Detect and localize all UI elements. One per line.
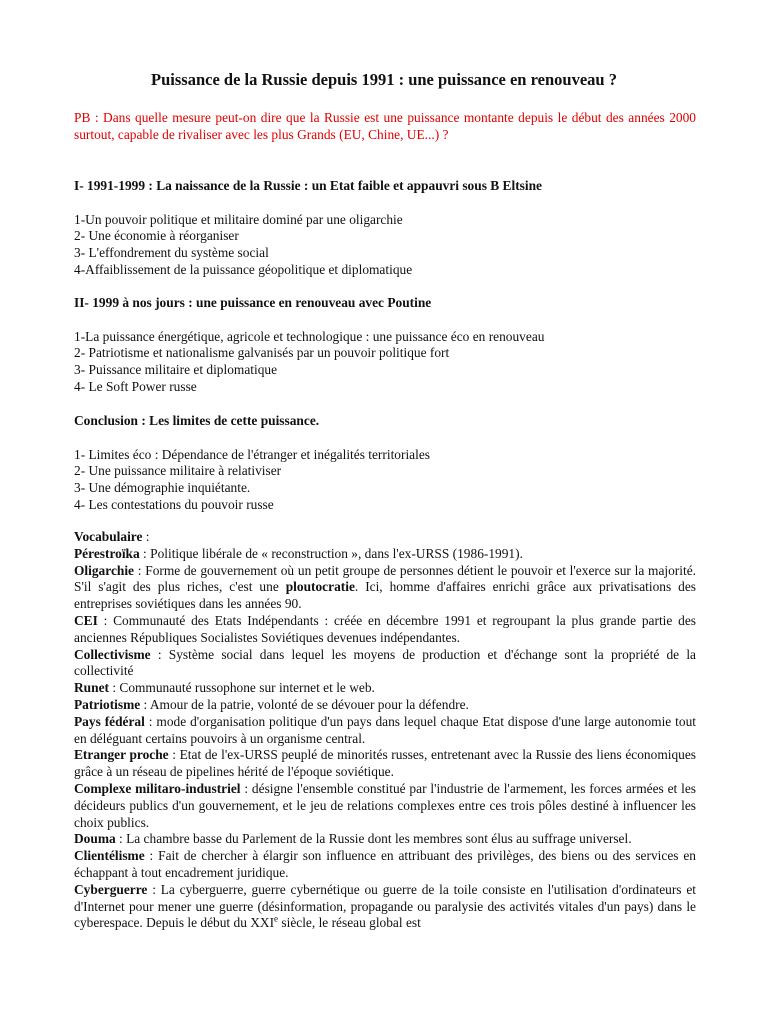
vocab-entry xyxy=(74,882,696,932)
vocab-definition: : désigne l'ensemble constitué par l'industrie de l'armement, les forces armées et les décideurs publics d'un gouvernement, et le jeu de relations complexes entre ces trois pôles destiné à influencer les choix publics. xyxy=(74,780,696,830)
vocab-term: Cyberguerre xyxy=(74,881,148,897)
vocab-term: CEI xyxy=(74,612,98,628)
vocab-entry xyxy=(74,613,696,647)
section-1-title: I- 1991-1999 : La naissance de la Russie : un Etat faible et appauvri sous B Eltsine xyxy=(74,178,542,193)
vocab-definition-cont: . Ici, homme d'affaires enrichi grâce aux privatisations des entreprises soviétiques dans les années 90. xyxy=(74,579,696,612)
vocab-entry xyxy=(74,714,696,748)
vocab-term: Etranger proche xyxy=(74,747,169,763)
vocab-term: Douma xyxy=(74,831,116,847)
vocab-term: Pays fédéral xyxy=(74,713,145,729)
vocab-entry xyxy=(74,563,696,613)
vocab-entry xyxy=(74,680,696,697)
vocab-definition: : Communauté russophone sur internet et le web. xyxy=(108,680,375,696)
vocab-term: Complexe militaro-industriel xyxy=(74,780,241,796)
vocab-definition: : Système social dans lequel les moyens de production et d'échange sont la propriété de la collectivité xyxy=(74,646,696,679)
conclusion-title: Conclusion : Les limites de cette puissance. xyxy=(74,413,320,428)
vocab-term: Clientélisme xyxy=(74,848,145,864)
list-item: 4- Les contestations du pouvoir russe xyxy=(74,496,274,512)
vocab-term: Pérestroïka xyxy=(74,545,140,561)
vocab-entry xyxy=(74,747,696,781)
vocab-term: Patriotisme xyxy=(74,696,141,712)
vocab-entry xyxy=(74,647,696,681)
list-item: 3- Une démographie inquiétante. xyxy=(74,480,251,496)
vocab-term: Runet xyxy=(74,680,109,696)
section-2 xyxy=(74,295,696,396)
list-item: 2- Une économie à réorganiser xyxy=(74,228,239,244)
list-item: 2- Patriotisme et nationalisme galvanisés par un pouvoir politique fort xyxy=(74,345,450,361)
conclusion-section xyxy=(74,413,696,514)
vocab-term: Collectivisme xyxy=(74,646,151,662)
section-1-list xyxy=(74,212,696,279)
section-2-title: II- 1999 à nos jours : une puissance en renouveau avec Poutine xyxy=(74,295,432,310)
vocabulary-heading-line xyxy=(74,529,696,546)
vocab-definition: : mode d'organisation politique d'un pays dans lequel chaque Etat dispose d'une large autonomie tout en déléguant certains pouvoirs à un organisme central. xyxy=(74,713,696,746)
vocab-definition: : Amour de la patrie, volonté de se dévouer pour la défendre. xyxy=(140,696,469,712)
problematique: PB : Dans quelle mesure peut-on dire que la Russie est une puissance montante depuis le début des années 2000 surtout, capable de rivaliser avec les plus Grands (EU, Chine, UE...) ? xyxy=(74,110,696,142)
document-title: Puissance de la Russie depuis 1991 : une puissance en renouveau ? xyxy=(151,70,617,89)
vocab-definition: : Etat de l'ex-URSS peuplé de minorités russes, entretenant avec la Russie des liens économiques grâce à un réseau de pipelines hérité de l'époque soviétique. xyxy=(74,747,696,780)
list-item: 4- Le Soft Power russe xyxy=(74,378,197,394)
vocab-term: Oligarchie xyxy=(74,562,135,578)
vocab-definition: : Communauté des Etats Indépendants : créée en décembre 1991 et regroupant la plus grande partie des anciennes Républiques Socialistes Soviétiques devenues indépendantes. xyxy=(74,612,696,645)
list-item: 3- Puissance militaire et diplomatique xyxy=(74,362,278,378)
list-item: 1-Un pouvoir politique et militaire dominé par une oligarchie xyxy=(74,211,403,227)
list-item: 1-La puissance énergétique, agricole et technologique : une puissance éco en renouveau xyxy=(74,328,545,344)
vocab-entry xyxy=(74,546,696,563)
list-item: 4-Affaiblissement de la puissance géopolitique et diplomatique xyxy=(74,261,413,277)
vocab-definition: : La cyberguerre, guerre cybernétique ou guerre de la toile consiste en l'utilisation d'ordinateurs et d'Internet pour mener une guerre (désinformation, propagande ou paralysie des activités vitales d'un pays) dans le cyberespace. Depuis le début du XXI xyxy=(74,881,696,931)
section-1 xyxy=(74,178,696,279)
vocab-entry xyxy=(74,848,696,882)
vocab-entry xyxy=(74,697,696,714)
vocabulary-heading-suffix: : xyxy=(142,529,150,544)
list-item: 3- L'effondrement du système social xyxy=(74,245,269,261)
vocab-entry xyxy=(74,781,696,831)
vocab-definition-cont: siècle, le réseau global est xyxy=(278,915,421,931)
vocabulary-section xyxy=(74,529,696,932)
vocab-emphasis: ploutocratie xyxy=(285,579,355,595)
vocab-definition: : Politique libérale de « reconstruction », dans l'ex-URSS (1986-1991). xyxy=(139,545,523,561)
superscript: e xyxy=(274,913,279,924)
conclusion-list xyxy=(74,447,696,514)
vocab-definition: : La chambre basse du Parlement de la Russie dont les membres sont élus au suffrage universel. xyxy=(115,831,632,847)
vocab-definition: : Fait de chercher à élargir son influence en attribuant des privilèges, des biens ou des services en échappant à tout encadrement juridique. xyxy=(74,848,696,880)
list-item: 2- Une puissance militaire à relativiser xyxy=(74,463,282,479)
section-2-list xyxy=(74,329,696,396)
vocab-definition: : Forme de gouvernement où un petit groupe de personnes détient le pouvoir et l'exerce sur la majorité. S'il s'agit des plus riches, c'est une xyxy=(74,562,696,595)
list-item: 1- Limites éco : Dépendance de l'étranger et inégalités territoriales xyxy=(74,446,430,462)
vocab-entry xyxy=(74,831,696,848)
vocabulary-heading: Vocabulaire xyxy=(74,529,143,544)
